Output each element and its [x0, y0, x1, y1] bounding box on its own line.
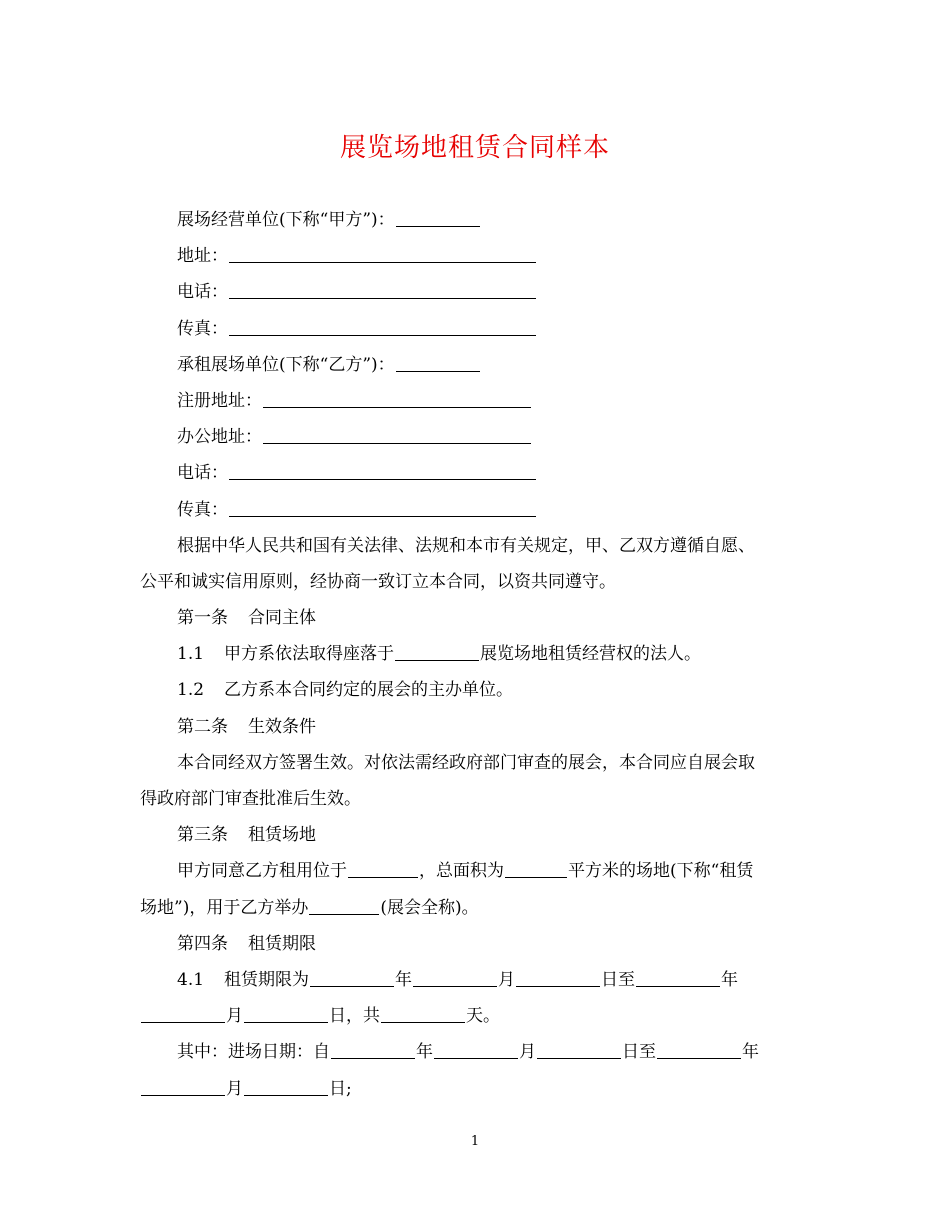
article-3-text-1c: 平方米的场地(下称“租赁 — [568, 861, 754, 882]
article-2-number: 第二条 — [177, 716, 228, 737]
article-3-number: 第三条 — [177, 825, 228, 846]
entry-day-to: 日至 — [622, 1042, 656, 1063]
clause-1-2-number: 1.2 — [177, 680, 205, 701]
fax-a-label: 传真： — [177, 318, 228, 339]
clause-4-1-line-1 — [140, 962, 820, 998]
office-addr-b-label: 办公地址： — [177, 427, 262, 448]
article-3-title: 租赁场地 — [248, 825, 316, 846]
article-3-text-2a: 场地”)，用于乙方举办 — [140, 897, 309, 918]
location-blank — [348, 859, 418, 878]
clause-1-2 — [140, 672, 820, 708]
party-a-line — [140, 202, 820, 238]
article-1-heading — [140, 600, 820, 636]
article-3-text-1b: ，总面积为 — [419, 861, 504, 882]
entry-day-end: 日; — [329, 1078, 352, 1099]
clause-4-1-days: 天。 — [466, 1006, 500, 1027]
clause-4-1-year-b: 年 — [721, 969, 739, 990]
clause-4-1-day-to: 日至 — [601, 969, 636, 990]
start-day-blank — [516, 968, 600, 987]
tel-b-line — [140, 455, 820, 491]
entry-end-day-blank — [244, 1077, 328, 1096]
party-b-blank — [396, 353, 480, 372]
start-year-blank — [310, 968, 394, 987]
article-4-heading — [140, 926, 820, 962]
article-4-number: 第四条 — [177, 933, 228, 954]
entry-date-line-1 — [140, 1034, 820, 1070]
entry-month-b: 月 — [226, 1078, 243, 1099]
tel-a-blank — [229, 280, 536, 299]
party-a-label: 展场经营单位(下称“甲方”)： — [177, 210, 395, 230]
entry-start-month-blank — [434, 1040, 518, 1059]
addr-a-label: 地址： — [177, 246, 228, 267]
entry-year-a: 年 — [416, 1042, 433, 1063]
clause-4-1-month-b: 月 — [226, 1006, 243, 1027]
tel-b-blank — [229, 461, 536, 480]
clause-4-1-year-a: 年 — [395, 969, 413, 990]
end-year-blank — [636, 968, 720, 987]
article-3-text-1a: 甲方同意乙方租用位于 — [177, 861, 347, 882]
document-title: 展览场地租赁合同样本 — [339, 133, 610, 163]
clause-1-1-blank — [395, 642, 479, 661]
office-addr-b-line — [140, 419, 820, 455]
article-1-number: 第一条 — [177, 608, 228, 629]
entry-start-day-blank — [537, 1040, 621, 1059]
article-3-heading — [140, 817, 820, 853]
clause-1-1-number: 1.1 — [177, 644, 205, 665]
article-2-heading — [140, 709, 820, 745]
reg-addr-b-blank — [263, 389, 531, 408]
entry-end-year-blank — [657, 1040, 741, 1059]
reg-addr-b-label: 注册地址： — [177, 390, 262, 411]
entry-year-b: 年 — [742, 1042, 759, 1063]
article-3-text-1 — [140, 853, 820, 889]
article-2-text-1: 本合同经双方签署生效。对依法需经政府部门审查的展会，本合同应自展会取 — [177, 752, 755, 773]
preamble-line-2: 公平和诚实信用原则，经协商一致订立本合同，以资共同遵守。 — [140, 571, 616, 592]
page-number: 1 — [470, 1134, 480, 1149]
area-blank — [505, 859, 567, 878]
fax-a-line — [140, 311, 820, 347]
fax-b-line — [140, 492, 820, 528]
clause-4-1-line-2 — [140, 998, 820, 1034]
clause-1-1-text-a: 甲方系依法取得座落于 — [224, 644, 395, 665]
article-2-text-2: 得政府部门审查批准后生效。 — [140, 789, 361, 809]
entry-start-year-blank — [331, 1040, 415, 1059]
clause-4-1-number: 4.1 — [177, 969, 205, 990]
addr-a-blank — [229, 244, 536, 263]
article-2-title: 生效条件 — [248, 716, 316, 737]
clause-4-1-month-a: 月 — [498, 969, 516, 990]
preamble-line-1: 根据中华人民共和国有关法律、法规和本市有关规定，甲、乙双方遵循自愿、 — [177, 535, 755, 556]
fax-b-label: 传真： — [177, 499, 228, 520]
party-a-blank — [396, 208, 480, 227]
entry-date-line-2 — [140, 1071, 820, 1107]
addr-a-line — [140, 238, 820, 274]
tel-a-label: 电话： — [177, 282, 228, 303]
article-3-text-2 — [140, 890, 820, 926]
clause-1-1-text-b: 展览场地租赁经营权的法人。 — [480, 644, 702, 665]
article-1-title: 合同主体 — [248, 608, 316, 629]
clause-4-1-day-total: 日，共 — [329, 1006, 380, 1027]
office-addr-b-blank — [263, 425, 531, 444]
end-month-blank — [141, 1004, 225, 1023]
clause-1-1 — [140, 636, 820, 672]
end-day-blank — [244, 1004, 328, 1023]
fax-b-blank — [229, 498, 536, 517]
total-days-blank — [381, 1004, 465, 1023]
reg-addr-b-line — [140, 383, 820, 419]
party-b-label: 承租展场单位(下称“乙方”)： — [177, 354, 395, 375]
article-4-title: 租赁期限 — [248, 933, 316, 954]
party-b-line — [140, 347, 820, 383]
exhibition-name-blank — [309, 896, 379, 915]
start-month-blank — [413, 968, 497, 987]
fax-a-blank — [229, 317, 536, 336]
entry-date-label: 其中：进场日期：自 — [177, 1042, 330, 1063]
entry-end-month-blank — [141, 1077, 225, 1096]
clause-4-1-text-a: 租赁期限为 — [224, 969, 310, 990]
tel-a-line — [140, 274, 820, 310]
tel-b-label: 电话： — [177, 463, 228, 484]
clause-1-2-text: 乙方系本合同约定的展会的主办单位。 — [224, 680, 514, 701]
entry-month-a: 月 — [519, 1042, 536, 1063]
contract-body — [140, 202, 820, 1107]
article-3-text-2b: (展会全称)。 — [380, 897, 479, 918]
